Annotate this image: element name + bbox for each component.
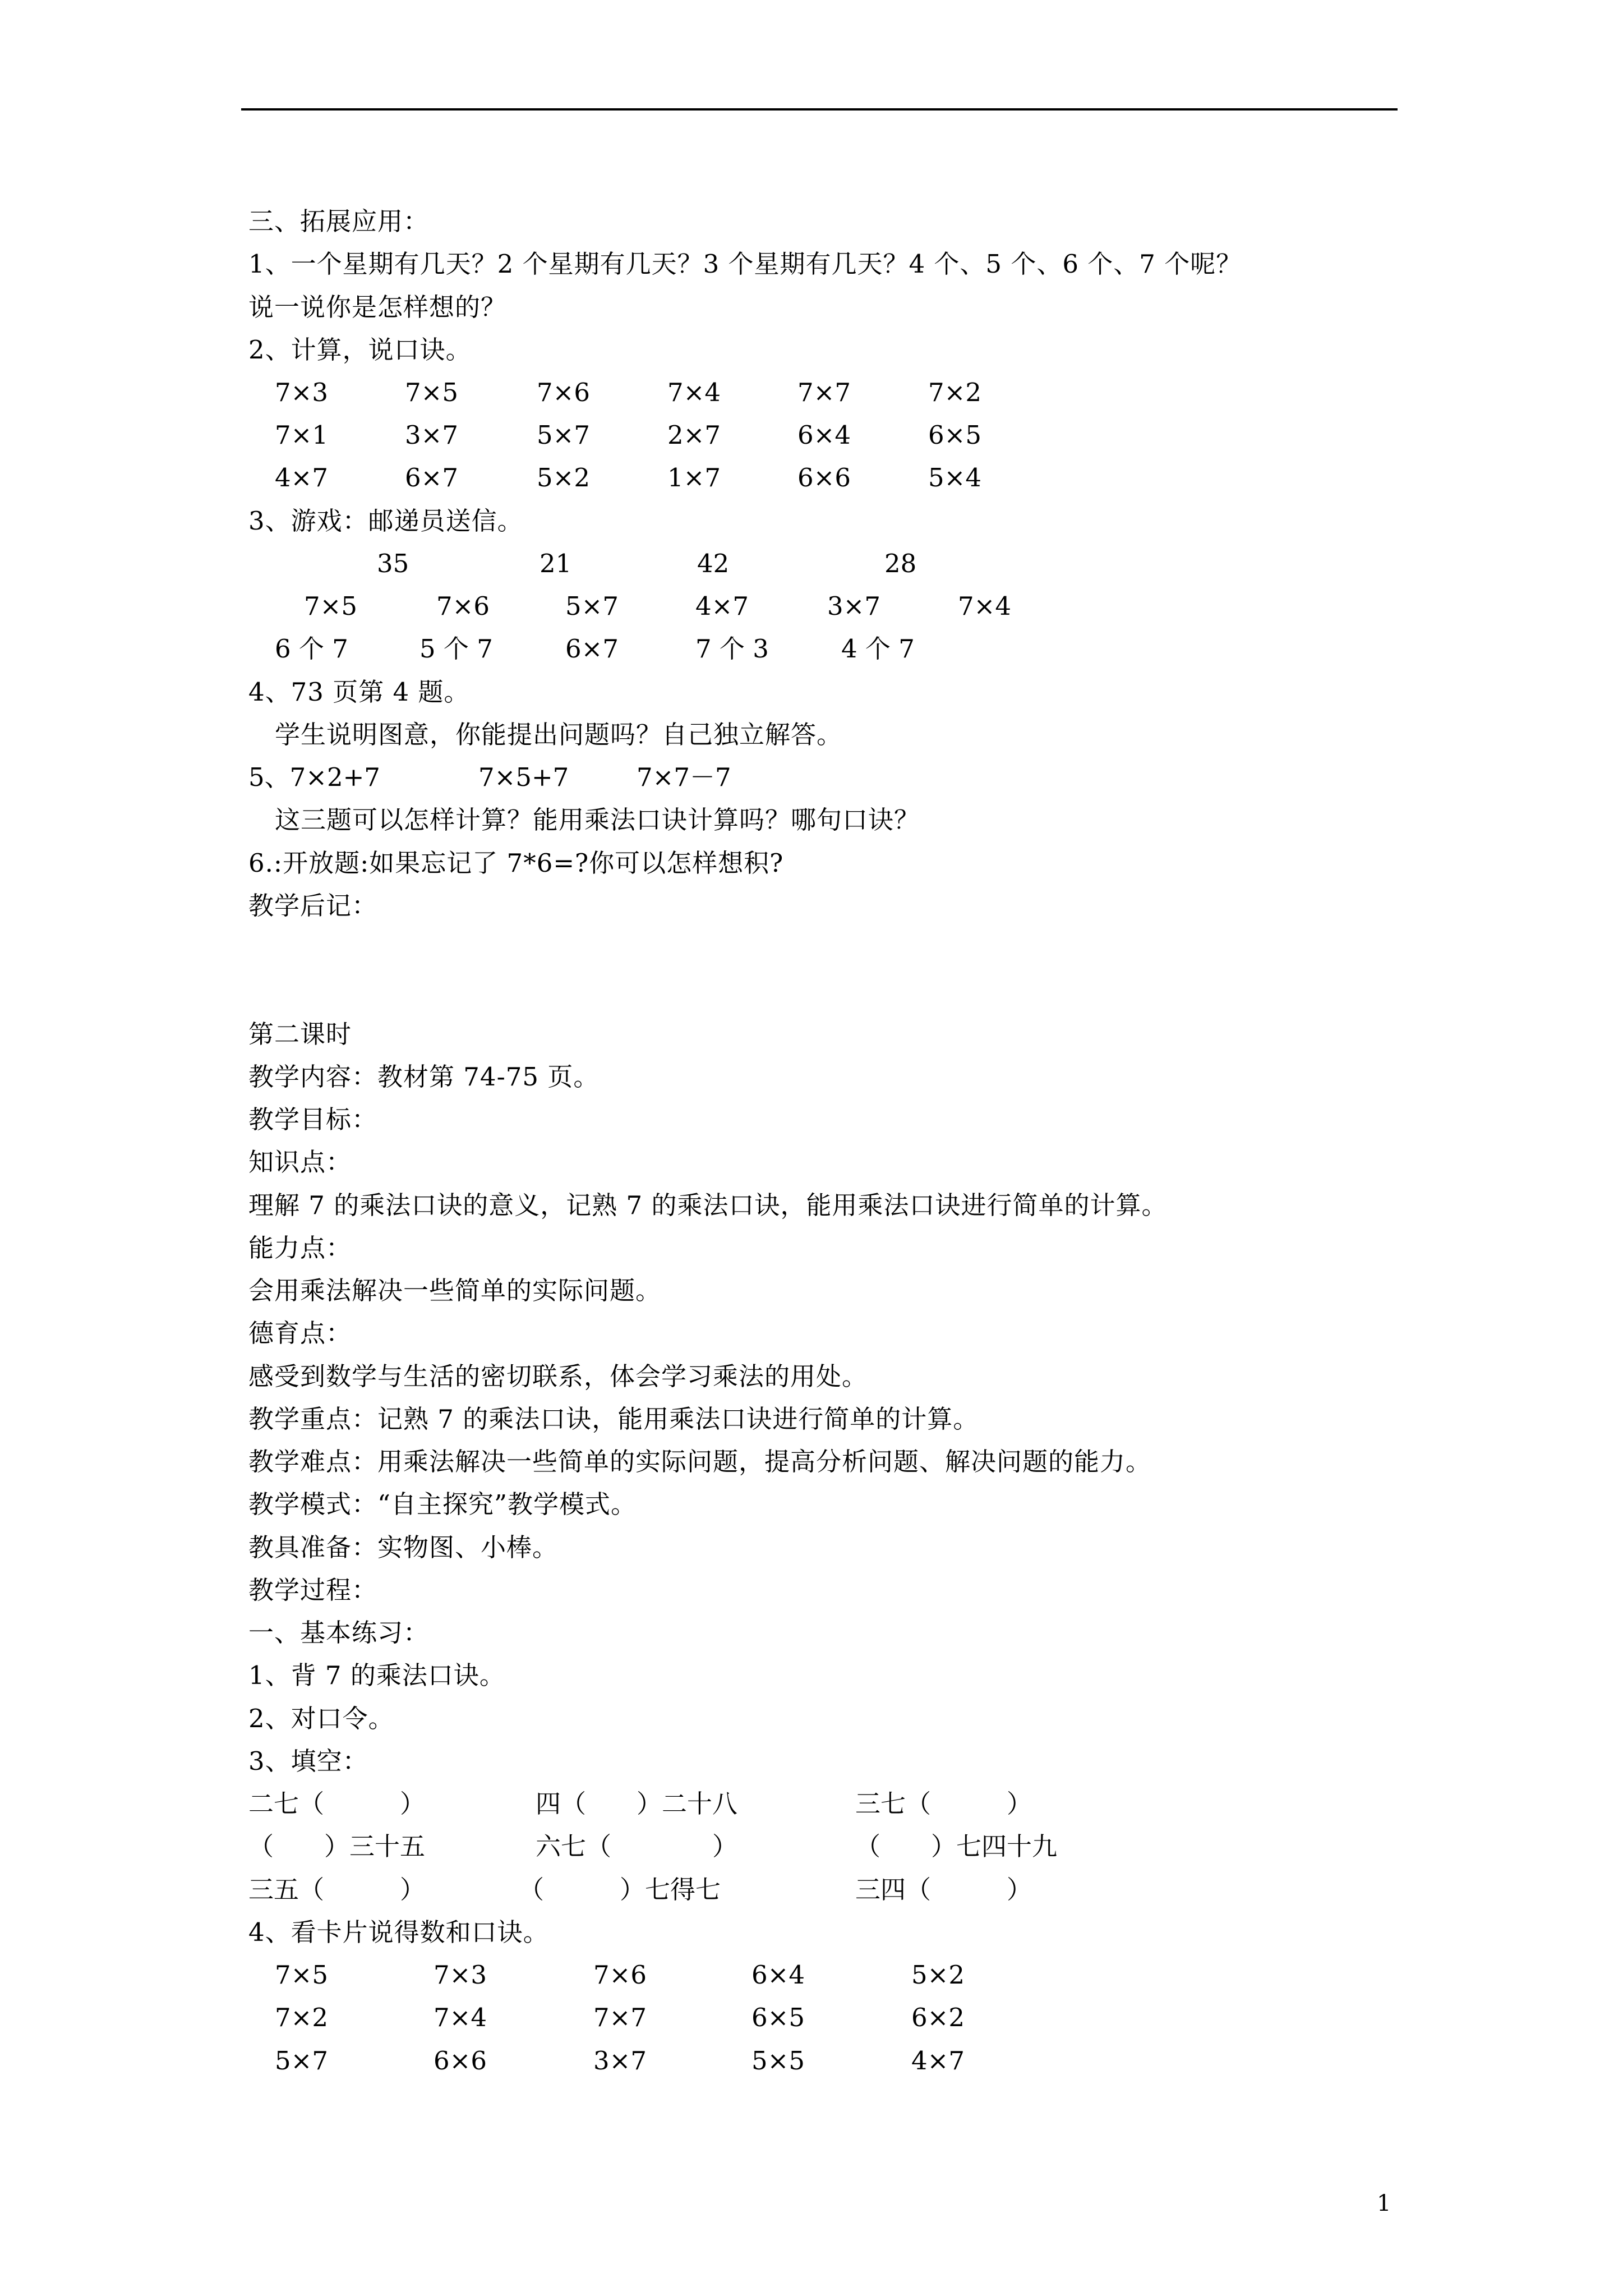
letter-card: 7×6 — [436, 591, 490, 621]
flash-card: 6×5 — [751, 2003, 805, 2032]
flash-card: 5×7 — [275, 2046, 328, 2076]
question-6: 6.:开放题:如果忘记了 7*6=?你可以怎样想积? — [248, 848, 784, 878]
mailbox-number: 35 — [377, 549, 409, 578]
flash-card: 6×2 — [911, 2003, 965, 2032]
moral-label: 德育点： — [248, 1318, 352, 1348]
calc-cell: 7×2 — [928, 378, 981, 407]
calc-cell: 7×7 — [797, 378, 851, 407]
question-1-followup: 说一说你是怎样想的？ — [248, 292, 507, 322]
calc-cell: 7×6 — [537, 378, 590, 407]
knowledge-text: 理解 7 的乘法口诀的意义，记熟 7 的乘法口诀，能用乘法口诀进行简单的计算。 — [248, 1190, 1168, 1220]
letter-card: 7×5 — [304, 591, 357, 621]
calc-cell: 4×7 — [275, 463, 328, 493]
calc-cell: 5×4 — [928, 463, 981, 493]
calc-cell: 6×7 — [405, 463, 458, 493]
fill-blank: 二七（ ） — [248, 1789, 426, 1819]
flash-card: 7×2 — [275, 2003, 328, 2032]
question-3: 3、游戏：邮递员送信。 — [248, 506, 523, 536]
question-5-text: 这三题可以怎样计算？能用乘法口诀计算吗？哪句口诀？ — [275, 805, 920, 835]
teaching-mode: 教学模式：“自主探究”教学模式。 — [248, 1489, 637, 1519]
letter-card: 4×7 — [695, 591, 749, 621]
flash-card: 7×6 — [593, 1960, 647, 1990]
calc-cell: 2×7 — [667, 420, 721, 450]
letter-card: 6×7 — [565, 634, 619, 664]
calc-cell: 7×3 — [275, 378, 328, 407]
letter-card: 6 个 7 — [275, 634, 348, 664]
question-1: 1、一个星期有几天？2 个星期有几天？3 个星期有几天？4 个、5 个、6 个、7 个呢？ — [248, 249, 1242, 279]
flash-card: 6×4 — [751, 1960, 805, 1990]
flash-card: 7×5 — [275, 1960, 328, 1990]
flash-card: 7×4 — [434, 2003, 487, 2032]
fill-blank: 三七（ ） — [855, 1789, 1032, 1819]
lesson-title: 第二课时 — [248, 1019, 352, 1049]
calc-cell: 3×7 — [405, 420, 458, 450]
flash-card: 4×7 — [911, 2046, 965, 2076]
question-5-expr: 7×7－7 — [637, 762, 731, 792]
letter-card: 5 个 7 — [419, 634, 493, 664]
calc-cell: 6×6 — [797, 463, 851, 493]
calc-cell: 6×5 — [928, 420, 981, 450]
teaching-content: 教学内容：教材第 74-75 页。 — [248, 1062, 600, 1092]
letter-card: 5×7 — [565, 591, 619, 621]
question-2: 2、计算，说口诀。 — [248, 335, 472, 365]
teaching-postscript: 教学后记： — [248, 891, 378, 921]
calc-cell: 7×1 — [275, 420, 328, 450]
letter-card: 7 个 3 — [695, 634, 769, 664]
practice-3: 3、填空： — [248, 1746, 368, 1776]
fill-blank: 六七（ ） — [536, 1832, 738, 1861]
flash-card: 6×6 — [434, 2046, 487, 2076]
difficult-point: 教学难点：用乘法解决一些简单的实际问题，提高分析问题、解决问题的能力。 — [248, 1447, 1152, 1476]
teaching-goals: 教学目标： — [248, 1105, 378, 1134]
calc-cell: 6×4 — [797, 420, 851, 450]
calc-cell: 7×5 — [405, 378, 458, 407]
letter-card: 7×4 — [958, 591, 1011, 621]
flash-card: 5×5 — [751, 2046, 805, 2076]
letter-card: 3×7 — [827, 591, 880, 621]
mailbox-number: 28 — [884, 549, 917, 578]
fill-blank: 三五（ ） — [248, 1875, 426, 1904]
calc-cell: 5×7 — [537, 420, 590, 450]
calc-cell: 5×2 — [537, 463, 590, 493]
question-4: 4、73 页第 4 题。 — [248, 677, 470, 707]
flash-card: 7×7 — [593, 2003, 647, 2032]
practice-1: 1、背 7 的乘法口诀。 — [248, 1660, 505, 1690]
section-heading: 三、拓展应用： — [248, 206, 430, 236]
calc-cell: 7×4 — [667, 378, 721, 407]
page-number: 1 — [1377, 2191, 1391, 2216]
teaching-tools: 教具准备：实物图、小棒。 — [248, 1533, 559, 1562]
fill-blank: （ ）三十五 — [248, 1832, 426, 1861]
letter-card: 4 个 7 — [841, 634, 915, 664]
mailbox-number: 21 — [540, 549, 572, 578]
fill-blank: 三四（ ） — [855, 1875, 1032, 1904]
fill-blank: （ ）七得七 — [519, 1875, 721, 1904]
question-4-text: 学生说明图意，你能提出问题吗？自己独立解答。 — [275, 720, 843, 749]
flash-card: 7×3 — [434, 1960, 487, 1990]
mailbox-number: 42 — [697, 549, 730, 578]
flash-card: 3×7 — [593, 2046, 647, 2076]
practice-4: 4、看卡片说得数和口诀。 — [248, 1917, 549, 1947]
calc-cell: 1×7 — [667, 463, 721, 493]
header-rule — [241, 108, 1398, 111]
question-5-expr: 7×5+7 — [478, 762, 569, 792]
key-point: 教学重点：记熟 7 的乘法口诀，能用乘法口诀进行简单的计算。 — [248, 1404, 979, 1434]
ability-label: 能力点： — [248, 1233, 352, 1263]
ability-text: 会用乘法解决一些简单的实际问题。 — [248, 1276, 662, 1305]
fill-blank: 四（ ）二十八 — [536, 1789, 738, 1819]
fill-blank: （ ）七四十九 — [855, 1832, 1058, 1861]
flash-card: 5×2 — [911, 1960, 965, 1990]
practice-2: 2、对口令。 — [248, 1704, 394, 1733]
basic-practice: 一、基本练习： — [248, 1618, 430, 1648]
teaching-process: 教学过程： — [248, 1575, 378, 1605]
question-5-expr: 5、7×2+7 — [248, 762, 380, 792]
knowledge-label: 知识点： — [248, 1147, 352, 1177]
moral-text: 感受到数学与生活的密切联系，体会学习乘法的用处。 — [248, 1361, 868, 1391]
